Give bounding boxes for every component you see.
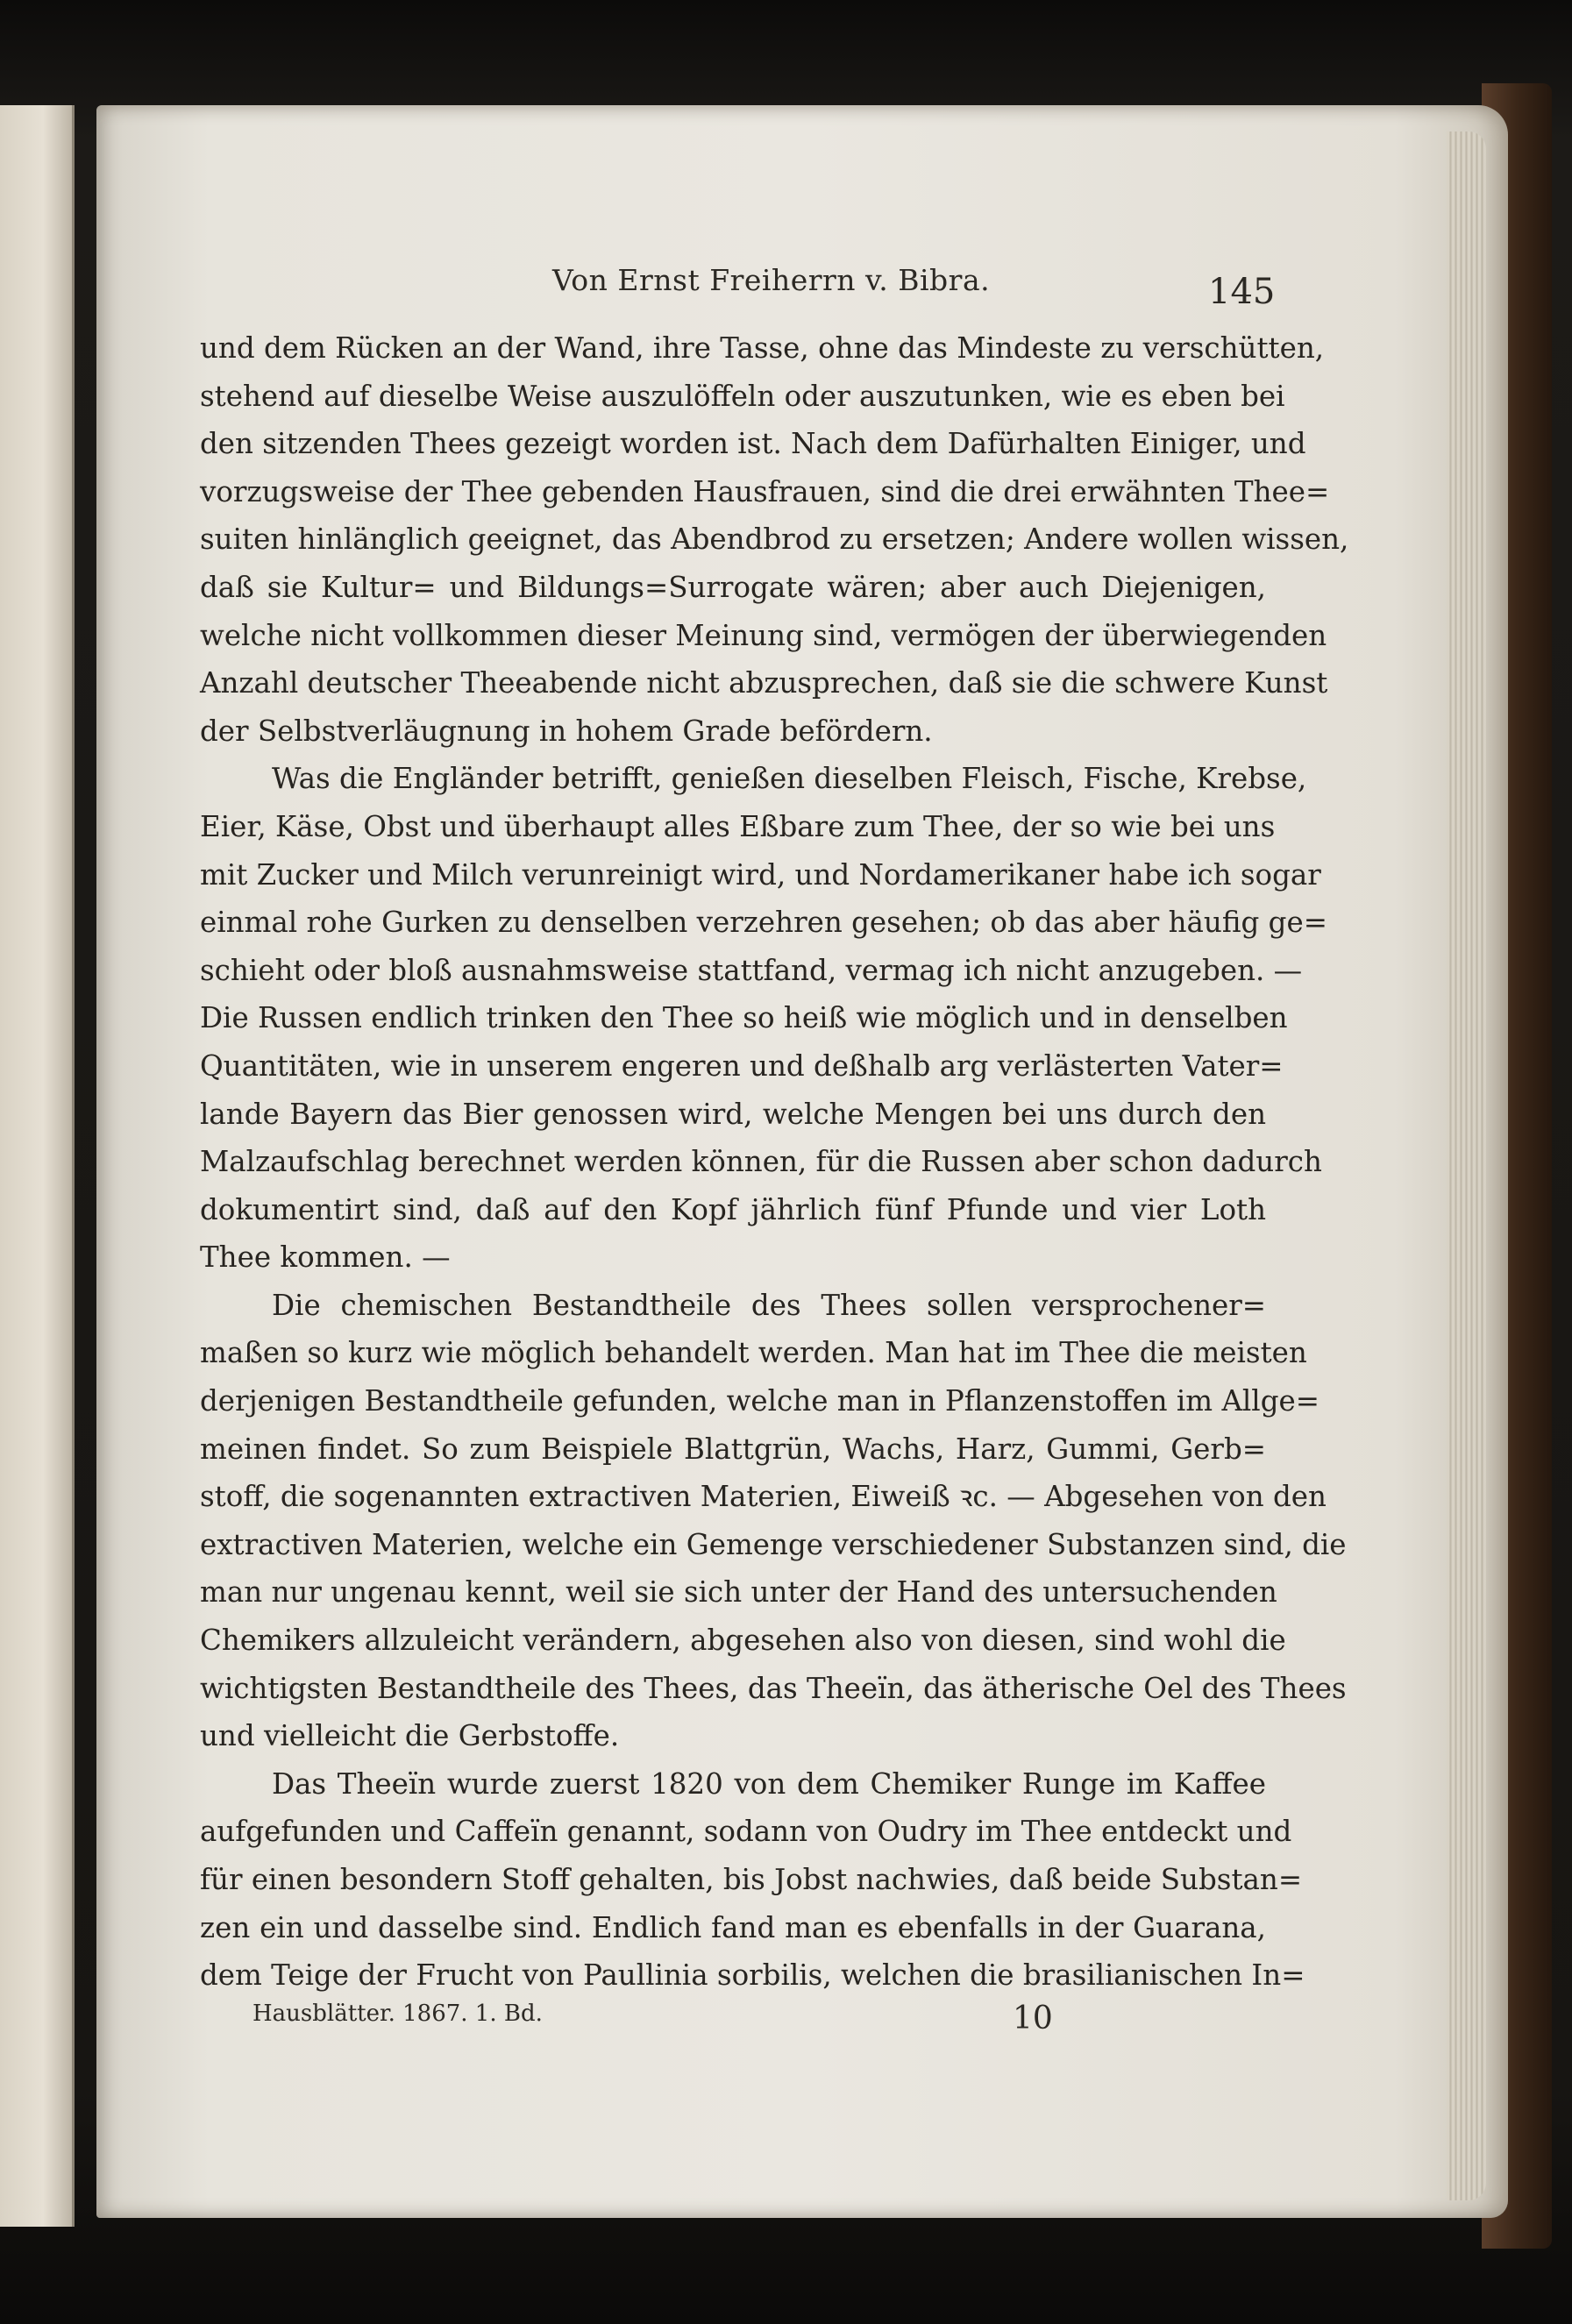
text-line: der Selbstverläugnung in hohem Grade befördern. bbox=[200, 714, 933, 748]
text-line: Die chemischen Bestandtheile des Thees sollen versprochener= bbox=[272, 1288, 1266, 1322]
facing-page-edge bbox=[0, 105, 75, 2227]
page-number: 145 bbox=[1208, 272, 1276, 312]
text-line: mit Zucker und Milch verunreinigt wird, und Nordamerikaner habe ich sogar bbox=[200, 857, 1321, 892]
text-line: dokumentirt sind, daß auf den Kopf jährlich fünf Pfunde und vier Loth bbox=[200, 1192, 1266, 1226]
sheet-number: 10 bbox=[1013, 2001, 1053, 2036]
text-line: Anzahl deutscher Theeabende nicht abzusprechen, daß sie die schwere Kunst bbox=[200, 666, 1328, 700]
text-line: schieht oder bloß ausnahmsweise stattfand, vermag ich nicht anzugeben. — bbox=[200, 953, 1303, 987]
text-line: dem Teige der Frucht von Paullinia sorbilis, welchen die brasilianischen In= bbox=[200, 1958, 1305, 1993]
body-text bbox=[200, 324, 1349, 2000]
page-stack-edges bbox=[1447, 131, 1486, 2200]
text-line: für einen besondern Stoff gehalten, bis Jobst nachwies, daß beide Substan= bbox=[200, 1863, 1303, 1896]
text-line: Malzaufschlag berechnet werden können, für die Russen aber schon dadurch bbox=[200, 1145, 1322, 1179]
text-line: suiten hinlänglich geeignet, das Abendbrod zu ersetzen; Andere wollen wissen, bbox=[200, 522, 1349, 557]
text-line: einmal rohe Gurken zu denselben verzehren gesehen; ob das aber häufig ge= bbox=[200, 906, 1327, 940]
text-line: Eier, Käse, Obst und überhaupt alles Eßbare zum Thee, der so wie bei uns bbox=[200, 809, 1276, 843]
text-line: Das Theeïn wurde zuerst 1820 von dem Chemiker Runge im Kaffee bbox=[272, 1766, 1266, 1801]
text-line: maßen so kurz wie möglich behandelt werden. Man hat im Thee die meisten bbox=[200, 1336, 1307, 1370]
text-line: derjenigen Bestandtheile gefunden, welche man in Pflanzenstoffen im Allge= bbox=[200, 1384, 1319, 1418]
text-line: Was die Engländer betrifft, genießen dieselben Fleisch, Fische, Krebse, bbox=[272, 762, 1307, 796]
text-line: stoff, die sogenannten extractiven Materien, Eiweiß ꝛc. — Abgesehen von den bbox=[200, 1480, 1327, 1514]
text-line: welche nicht vollkommen dieser Meinung sind, vermögen der überwiegenden bbox=[200, 618, 1327, 652]
text-line: daß sie Kultur= und Bildungs=Surrogate wären; aber auch Diejenigen, bbox=[200, 570, 1266, 604]
text-line: Thee kommen. — bbox=[200, 1240, 451, 1275]
text-line: vorzugsweise der Thee gebenden Hausfrauen, sind die drei erwähnten Thee= bbox=[200, 474, 1330, 508]
text-line: und dem Rücken an der Wand, ihre Tasse, ohne das Mindeste zu verschütten, bbox=[200, 331, 1325, 365]
text-line: Quantitäten, wie in unserem engeren und deßhalb arg verlästerten Vater= bbox=[200, 1048, 1284, 1083]
text-line: zen ein und dasselbe sind. Endlich fand man es ebenfalls in der Guarana, bbox=[200, 1910, 1266, 1944]
text-line: extractiven Materien, welche ein Gemenge verschiedener Substanzen sind, die bbox=[200, 1527, 1347, 1561]
text-line: lande Bayern das Bier genossen wird, welche Mengen bei uns durch den bbox=[200, 1097, 1266, 1131]
text-line: meinen findet. So zum Beispiele Blattgrün, Wachs, Harz, Gummi, Gerb= bbox=[200, 1432, 1266, 1466]
text-line: aufgefunden und Caffeïn genannt, sodann von Oudry im Thee entdeckt und bbox=[200, 1815, 1292, 1849]
text-line: und vielleicht die Gerbstoffe. bbox=[200, 1719, 620, 1753]
text-line: Chemikers allzuleicht verändern, abgesehen also von diesen, sind wohl die bbox=[200, 1624, 1286, 1658]
text-line: den sitzenden Thees gezeigt worden ist. Nach dem Dafürhalten Einiger, und bbox=[200, 427, 1306, 461]
text-line: man nur ungenau kennt, weil sie sich unter der Hand des untersuchenden bbox=[200, 1575, 1277, 1610]
printer-signature: Hausblätter. 1867. 1. Bd. bbox=[253, 2001, 543, 2027]
text-line: stehend auf dieselbe Weise auszulöffeln oder auszutunken, wie es eben bei bbox=[200, 379, 1285, 413]
text-line: Die Russen endlich trinken den Thee so heiß wie möglich und in denselben bbox=[200, 1001, 1288, 1035]
running-title: Von Ernst Freiherrn v. Bibra. bbox=[552, 263, 991, 297]
text-line: wichtigsten Bestandtheile des Thees, das Theeïn, das ätherische Oel des Thees bbox=[200, 1671, 1347, 1705]
